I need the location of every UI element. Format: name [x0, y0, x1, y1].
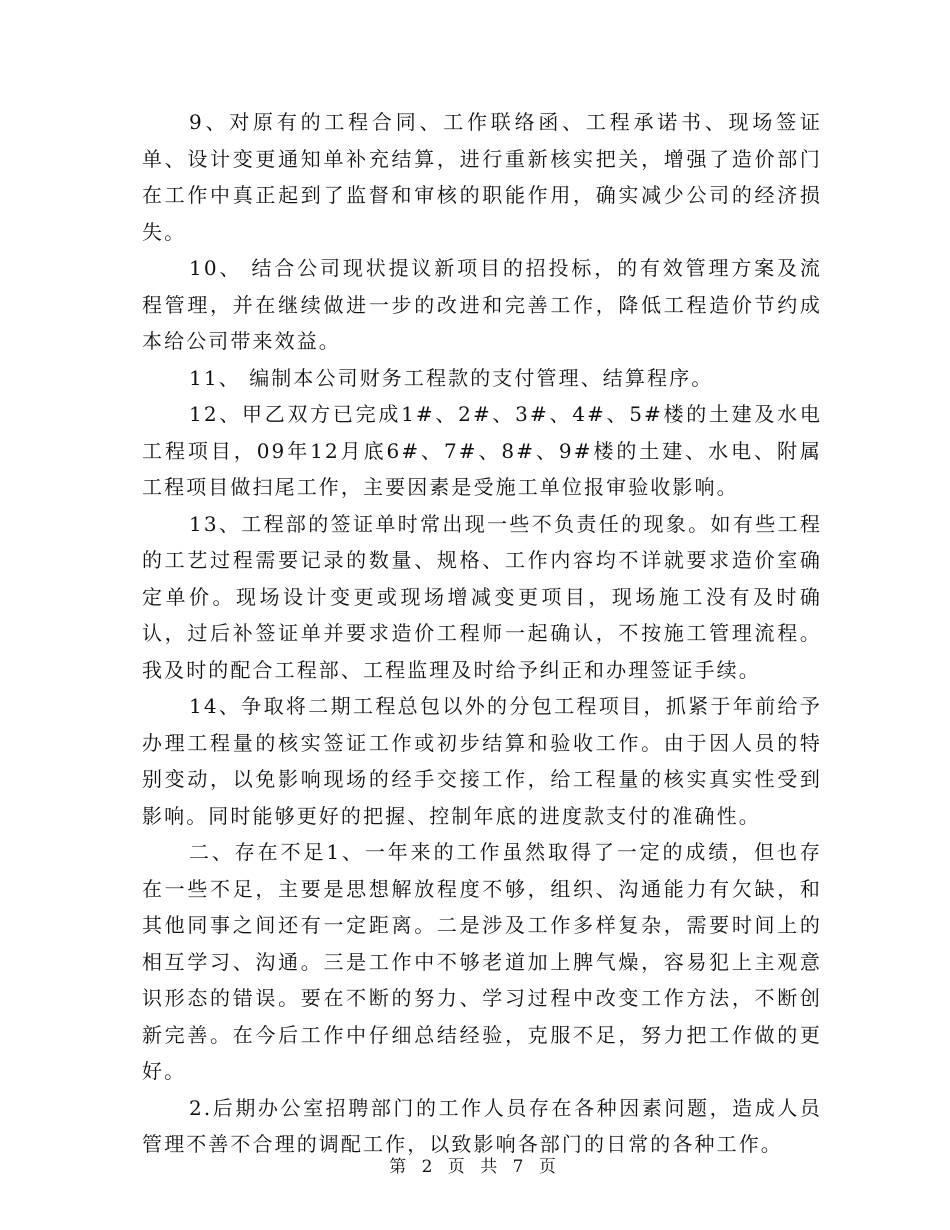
paragraph-item-11: 11、 编制本公司财务工程款的支付管理、结算程序。: [189, 365, 714, 390]
paragraph-item-14: 14、争取将二期工程总包以外的分包工程项目，抓紧于年前给予办理工程量的核实签证工作或初步结算和验收工作。由于因人员的特别变动，以免影响现场的经手交接工作，给工程量的核实真实性受到影响。同时能够更好的把握、控制年底的进度款支付的准确性。: [142, 694, 822, 828]
paragraph-item-9: 9、对原有的工程合同、工作联络函、工程承诺书、现场签证单、设计变更通知单补充结算，进行重新核实把关，增强了造价部门在工作中真正起到了监督和审核的职能作用，确实减少公司的经济损失。: [142, 110, 822, 244]
document-body: [142, 104, 822, 1163]
paragraph-item-10: 10、 结合公司现状提议新项目的招投标，的有效管理方案及流程管理，并在继续做进一步的改进和完善工作，降低工程造价节约成本给公司带来效益。: [142, 256, 822, 353]
paragraph-point-2: 2.后期办公室招聘部门的工作人员存在各种因素问题，造成人员管理不善不合理的调配工作，以致影响各部门的日常的各种工作。: [142, 1095, 822, 1156]
paragraph-shortcomings: 二、存在不足1、一年来的工作虽然取得了一定的成绩，但也存在一些不足，主要是思想解放程度不够，组织、沟通能力有欠缺，和其他同事之间还有一定距离。二是涉及工作多样复杂，需要时间上的相互学习、沟通。三是工作中不够老道加上脾气燥，容易犯上主观意识形态的错误。要在不断的努力、学习过程中改变工作方法，不断创新完善。在今后工作中仔细总结经验，克服不足，努力把工作做的更好。: [142, 840, 822, 1083]
paragraph-item-13: 13、工程部的签证单时常出现一些不负责任的现象。如有些工程的工艺过程需要记录的数量、规格、工作内容均不详就要求造价室确定单价。现场设计变更或现场增减变更项目，现场施工没有及时确认，过后补签证单并要求造价工程师一起确认，不按施工管理流程。我及时的配合工程部、工程监理及时给予纠正和办理签证手续。: [142, 511, 822, 682]
page-footer: 第 2 页 共 7 页: [389, 1157, 561, 1177]
paragraph-item-12: 12、甲乙双方已完成1#、2#、3#、4#、5#楼的土建及水电工程项目，09年12月底6#、7#、8#、9#楼的土建、水电、附属工程项目做扫尾工作，主要因素是受施工单位报审验收影响。: [142, 402, 822, 499]
